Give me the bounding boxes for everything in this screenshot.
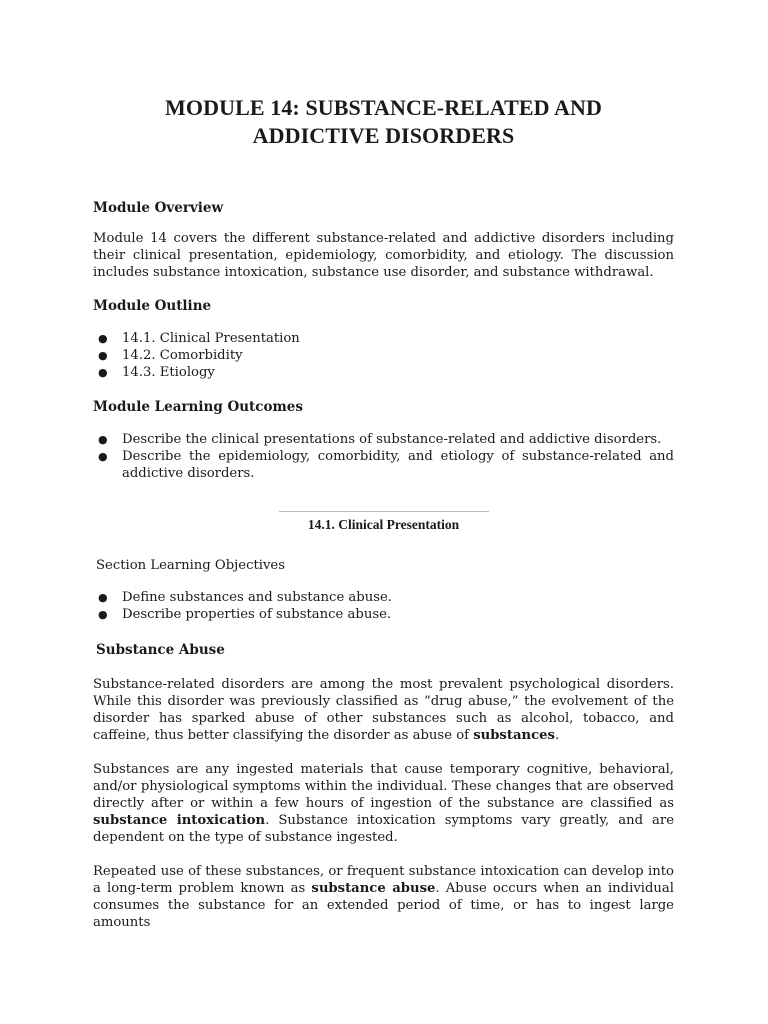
overview-text: Module 14 covers the different substance-related and addictive disorders including their clinical presentation, epidemiology, comorbidity, and etiology. The discussion includes substance intoxication, substance use disorder, and substance withdrawal.	[93, 231, 674, 280]
overview-heading: Module Overview	[93, 200, 224, 216]
bullet-icon: ●	[98, 591, 108, 604]
list-item: ● Describe properties of substance abuse.	[98, 607, 392, 622]
paragraph-3: Repeated use of these substances, or frequent substance intoxication can develop into a long-term problem known as substance abuse. Abuse occurs when an individual consumes the substance for an extended period of time, or has to ingest large amounts	[93, 864, 675, 930]
list-item: ● 14.1. Clinical Presentation	[98, 331, 300, 346]
list-item: ● 14.3. Etiology	[98, 365, 215, 380]
bullet-icon: ●	[98, 608, 108, 621]
module-title	[93, 94, 674, 150]
bullet-icon: ●	[98, 332, 108, 345]
outline-list	[93, 330, 674, 381]
bullet-icon: ●	[98, 349, 108, 362]
list-item: ● Describe the epidemiology, comorbidity, and etiology of substance-related and addictive disorders.	[98, 449, 674, 481]
substance-abuse-heading: Substance Abuse	[96, 642, 225, 658]
list-item: ● 14.2. Comorbidity	[98, 348, 243, 363]
document-page	[93, 94, 674, 931]
module-title-line-2: ADDICTIVE DISORDERS	[252, 123, 515, 148]
list-item: ● Define substances and substance abuse.	[98, 590, 392, 605]
outline-heading: Module Outline	[93, 298, 212, 314]
outcomes-list	[93, 431, 674, 482]
objectives-list	[93, 589, 674, 623]
term-substance-abuse: substance abuse	[311, 881, 436, 896]
paragraph-1: Substance-related disorders are among the most prevalent psychological disorders. While this disorder was previously classified as “drug abuse,” the evolvement of the disorder has sparked abuse of other substances such as alcohol, tobacco, and caffeine, thus better classifying the disorder as abuse of substances.	[93, 677, 674, 743]
section-title: 14.1. Clinical Presentation	[279, 511, 489, 534]
term-substances: substances	[473, 728, 555, 743]
bullet-icon: ●	[98, 366, 108, 379]
outcomes-heading: Module Learning Outcomes	[93, 399, 303, 415]
list-item: ● Describe the clinical presentations of substance-related and addictive disorders.	[98, 432, 662, 447]
section-objectives-heading: Section Learning Objectives	[96, 558, 286, 573]
bullet-icon: ●	[98, 450, 108, 463]
module-title-line-1: MODULE 14: SUBSTANCE-RELATED AND	[165, 95, 602, 120]
paragraph-2: Substances are any ingested materials that cause temporary cognitive, behavioral, and/or physiological symptoms within the individual. These changes that are observed directly after or within a few hours of ingestion of the substance are classified as substance intoxication. Substance intoxication symptoms vary greatly, and are dependent on the type of substance ingested.	[93, 762, 675, 845]
bullet-icon: ●	[98, 433, 108, 446]
term-substance-intoxication: substance intoxication	[93, 813, 266, 828]
